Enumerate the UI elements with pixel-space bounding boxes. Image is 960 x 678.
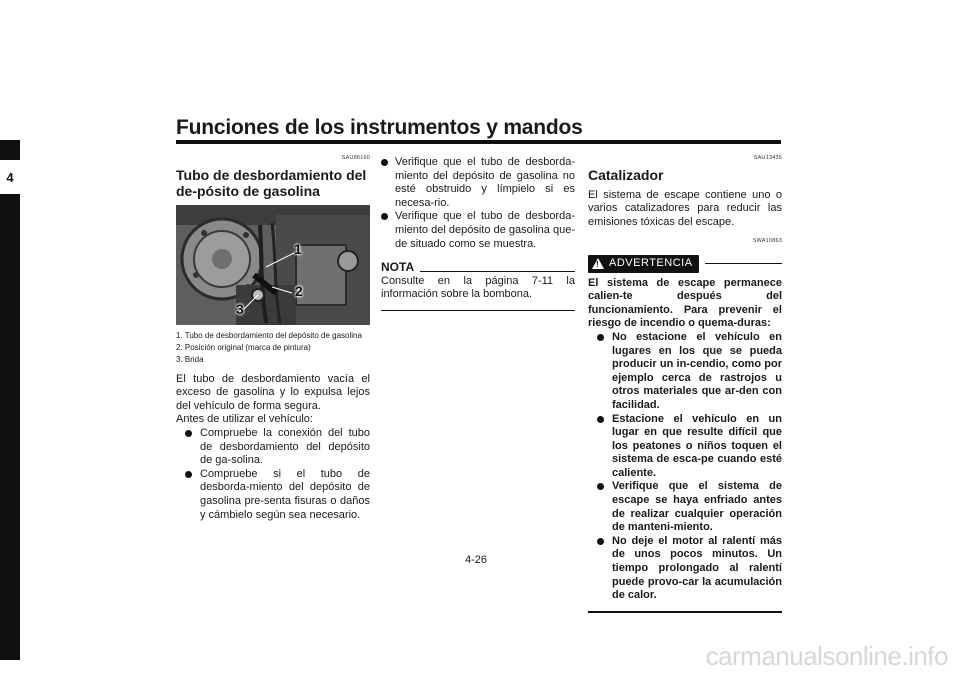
warning-intro: El sistema de escape permanece calien-te después del funcionamiento. Para prevenir el riesgo de incendio o quema-duras: (588, 276, 782, 330)
warning-triangle-icon: ! (592, 258, 604, 269)
list-item: Compruebe la conexión del tubo de desbordamiento del depósito de ga-solina. (176, 427, 370, 468)
section-code: SAU13435 (753, 155, 782, 161)
chapter-tab-strip (0, 140, 20, 660)
list-item: Estacione el vehículo en un lugar en que resulte difícil que los peatones o niños toquen el sistema de esca-pe cuando esté caliente. (588, 413, 782, 481)
list-item: Verifique que el tubo de desborda-miento del depósito de gasolina no esté obstruido y límpielo si es necesa-rio. (381, 156, 575, 210)
warning-badge (588, 255, 699, 273)
caption-item: 1. Tubo de desbordamiento del depósito de gasolina (176, 330, 362, 340)
bullet-list (176, 427, 370, 522)
bullet-list (381, 156, 575, 251)
section-heading-catalyst: Catalizador (588, 166, 664, 183)
callout-1: 1 (294, 240, 302, 257)
list-item: No deje el motor al ralentí más de unos pocos minutos. Un tiempo prolongado al ralentí puede provo-car la acumulación de calor. (588, 535, 782, 603)
warning-header (588, 255, 782, 273)
note-label: NOTA (381, 260, 415, 275)
caption-item: 2. Posición original (marca de pintura) (176, 342, 311, 352)
warning-code: SWA10863 (752, 238, 782, 245)
page-header-title: Funciones de los instrumentos y mandos (176, 116, 583, 139)
note-header (381, 261, 575, 275)
callout-3: 3 (236, 300, 244, 317)
note-rule (420, 271, 575, 272)
warning-bullet-list (588, 331, 782, 603)
note-end-rule (381, 310, 575, 311)
page-number: 4-26 (465, 554, 488, 566)
column-overflow-tube (176, 152, 370, 522)
column-catalyst (588, 152, 782, 613)
body-intro: Antes de utilizar el vehículo: (176, 413, 313, 426)
photo-caption (176, 331, 370, 365)
header-rule (176, 140, 781, 144)
callout-2: 2 (295, 282, 303, 299)
list-item: Verifique que el sistema de escape se haya enfriado antes de realizar cualquier operación de manteni-miento. (588, 480, 782, 534)
engine-photo-drawing (176, 205, 370, 325)
list-item: Compruebe si el tubo de desborda-miento del depósito de gasolina pre-senta fisuras o daños y cámbielo según sea necesario. (176, 468, 370, 522)
note-text: Consulte en la página 7-11 la información sobre la bombona. (381, 274, 575, 301)
engine-photo (176, 205, 370, 325)
caption-item: 3. Brida (176, 354, 204, 364)
warning-rule (705, 263, 782, 264)
column-overflow-tube-cont (381, 156, 575, 311)
list-item: Verifique que el tubo de desborda-miento del depósito de gasolina que-de situado como se muestra. (381, 210, 575, 251)
chapter-tab-number: 4 (0, 160, 20, 194)
body-paragraph: El sistema de escape contiene uno o varios catalizadores para reducir las emisiones tóxicas del escape. (588, 188, 782, 228)
list-item: No estacione el vehículo en lugares en los que se pueda producir un in-cendio, como por ejemplo cerca de rastrojos u otros materiales que ar-den con facilidad. (588, 331, 782, 413)
warning-label: ADVERTENCIA (609, 256, 693, 269)
warning-end-rule (588, 611, 782, 613)
body-paragraph: El tubo de desbordamiento vacía el exceso de gasolina y lo expulsa lejos del vehículo de forma segura. (176, 372, 370, 412)
section-code: SAU86160 (341, 155, 370, 161)
watermark: carmanualsonline.info (705, 641, 948, 671)
section-heading-overflow-tube: Tubo de desbordamiento del de-pósito de gasolina (176, 166, 367, 199)
